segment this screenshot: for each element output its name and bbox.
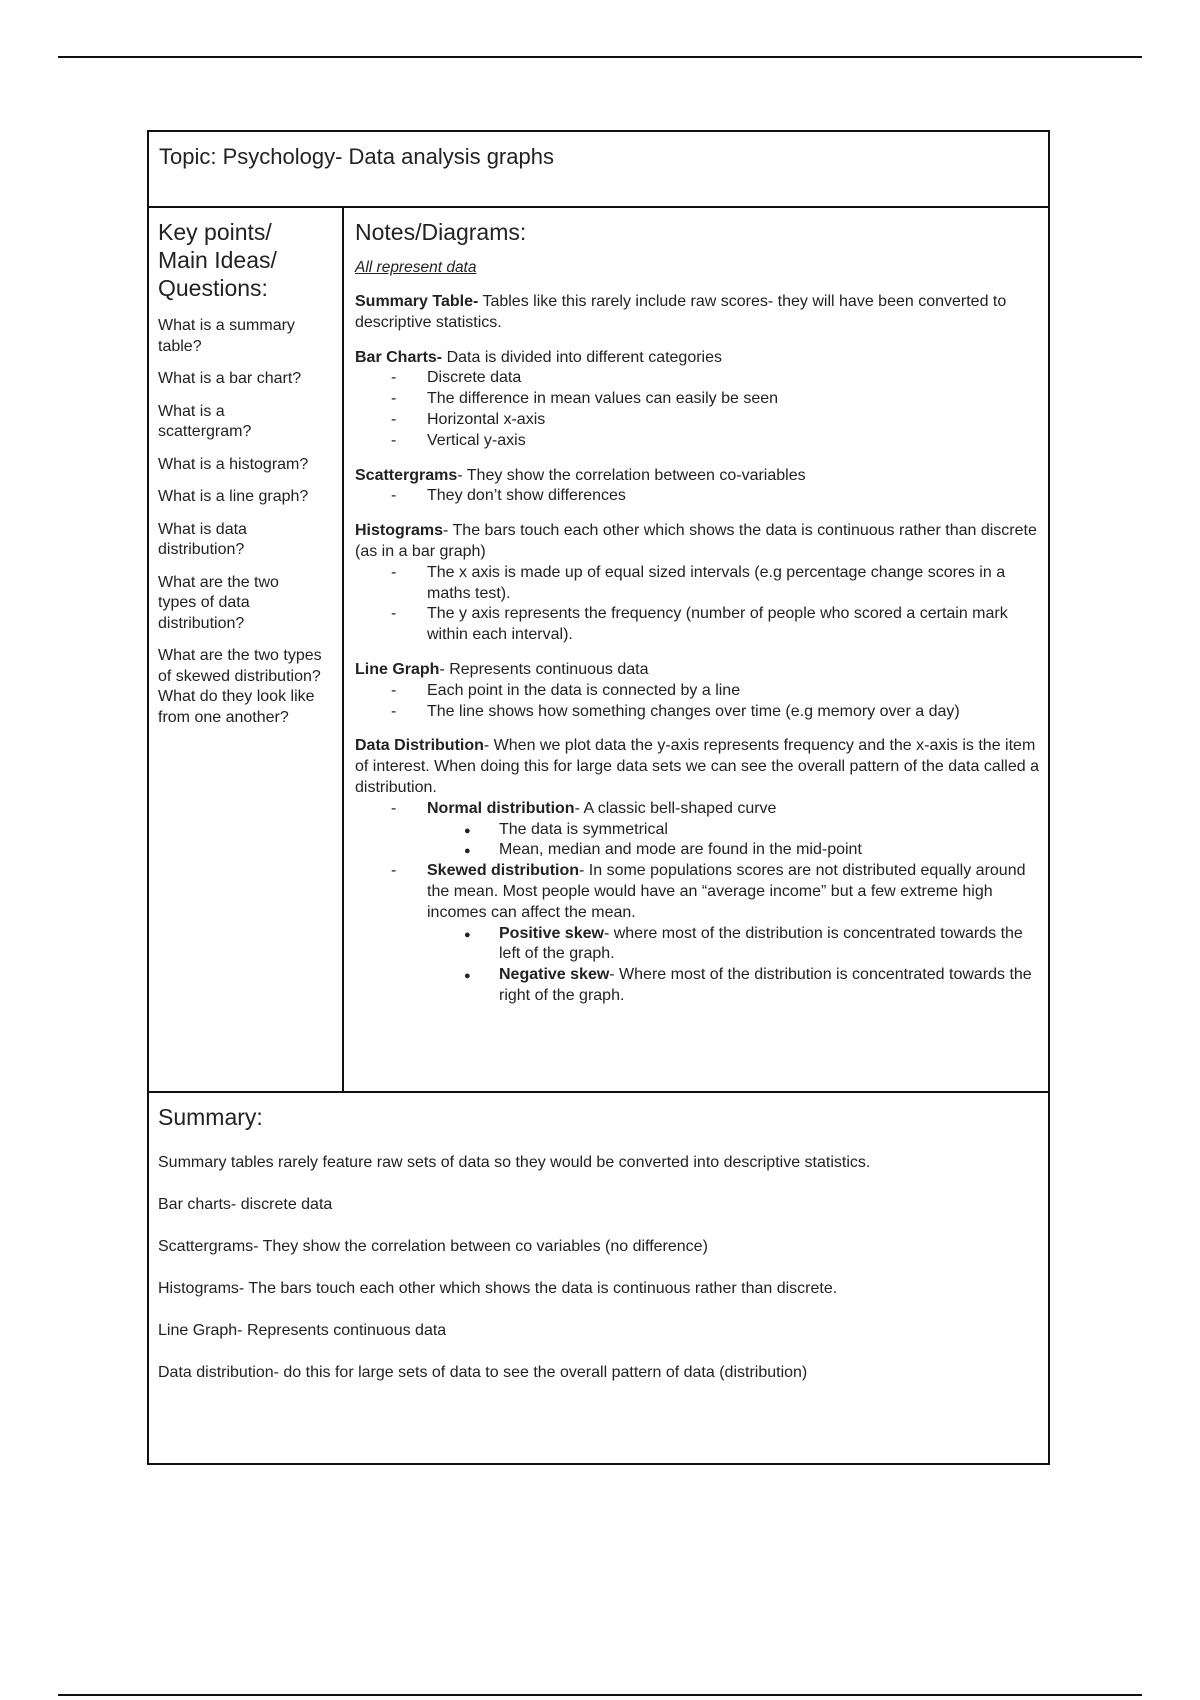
question-histogram: What is a histogram? [158,455,309,473]
topic-row [149,132,1048,208]
question-data-distribution: What is data distribution? [158,520,247,558]
summary-section [149,1091,1048,1463]
key-points-heading-line: Questions: [158,275,268,301]
question-distribution-types: What are the two types of data distribution? [158,573,279,632]
section-title: Scattergrams [355,466,458,484]
notes-column [344,208,1048,1091]
list-item: - Horizontal x-axis [427,410,1040,431]
bar-charts-section [355,348,1040,452]
list-item: ● The data is symmetrical [499,820,1040,841]
histograms-section [355,521,1040,646]
skewed-distribution-title: Skewed distribution [427,862,580,880]
cornell-notes-frame [147,130,1050,1465]
list-item: - The line shows how something changes over time (e.g memory over a day) [427,702,1040,723]
negative-skew-item [499,965,1040,1007]
positive-skew-item [499,924,1040,966]
bottom-rule [58,1694,1142,1696]
represent-data-note: All represent data [355,259,477,276]
section-text: - Represents continuous data [439,660,649,678]
question-summary-table: What is a summary table? [158,317,295,355]
normal-distribution-title: Normal distribution [427,799,575,817]
list-item: - Vertical y-axis [427,431,1040,452]
section-title: Line Graph [355,660,440,678]
line-graph-section [355,660,1040,722]
negative-skew-text: - Where most of the distribution is concentrated towards the right of the graph. [499,966,1032,1004]
section-title: Bar Charts- [355,348,443,366]
summary-table-section [355,292,1040,334]
negative-skew-title: Negative skew [499,966,610,984]
question-line-graph: What is a line graph? [158,488,309,505]
topic-title: Topic: Psychology- Data analysis graphs [159,144,554,169]
summary-line: Data distribution- do this for large sets of data to see the overall pattern of data (distribution) [158,1364,808,1381]
key-points-column [149,208,344,1091]
section-text: - The bars touch each other which shows the data is continuous rather than discrete (as in a bar graph) [355,522,1037,560]
section-text: - They show the correlation between co-variables [457,466,806,484]
section-title: Data Distribution [355,737,484,755]
section-title: Histograms [355,522,444,540]
section-title: Summary Table- [355,293,479,310]
key-points-heading [158,218,334,302]
skewed-distribution-item [427,861,1040,1007]
key-points-heading-line: Key points/ [158,219,272,245]
section-text: Tables like this rarely include raw scores- they will have been converted to descriptive statistics. [355,293,1007,331]
summary-line: Line Graph- Represents continuous data [158,1322,447,1339]
question-scattergram: What is a scattergram? [158,402,252,440]
summary-line: Scattergrams- They show the correlation between co variables (no difference) [158,1238,708,1255]
summary-heading: Summary: [158,1104,263,1130]
list-item: - The x axis is made up of equal sized intervals (e.g percentage change scores in a maths test). [427,563,1040,605]
question-skewed-types: What are the two types of skewed distribution? What do they look like from one another? [158,647,322,726]
question-bar-chart: What is a bar chart? [158,370,302,387]
positive-skew-title: Positive skew [499,924,604,942]
section-text: Data is divided into different categories [442,348,723,366]
key-points-heading-line: Main Ideas/ [158,247,277,273]
notes-heading: Notes/Diagrams: [355,219,527,245]
list-item: - They don’t show differences [427,486,1040,507]
normal-distribution-item [427,799,1040,861]
summary-line: Summary tables rarely feature raw sets of data so they would be converted into descriptive statistics. [158,1154,871,1171]
list-item: - Each point in the data is connected by a line [427,681,1040,702]
top-rule [58,56,1142,58]
positive-skew-text: - where most of the distribution is concentrated towards the left of the graph. [499,924,1023,963]
list-item: - The y axis represents the frequency (number of people who scored a certain mark within each interval). [427,604,1040,646]
scattergrams-section [355,466,1040,508]
summary-line: Histograms- The bars touch each other which shows the data is continuous rather than discrete. [158,1280,838,1297]
skewed-distribution-text: - In some populations scores are not distributed equally around the mean. Most people would have an “average income” but a few extreme high incomes can affect the mean. [427,862,1026,921]
list-item: ● Mean, median and mode are found in the mid-point [499,840,1040,861]
list-item: - Discrete data [427,368,1040,389]
section-text: - When we plot data the y-axis represents frequency and the x-axis is the item of interest. When doing this for large data sets we can see the overall pattern of the data called a distribution. [355,737,1039,796]
summary-line: Bar charts- discrete data [158,1196,333,1213]
data-distribution-section [355,736,1040,1006]
list-item: - The difference in mean values can easily be seen [427,389,1040,410]
normal-distribution-text: - A classic bell-shaped curve [574,799,777,817]
